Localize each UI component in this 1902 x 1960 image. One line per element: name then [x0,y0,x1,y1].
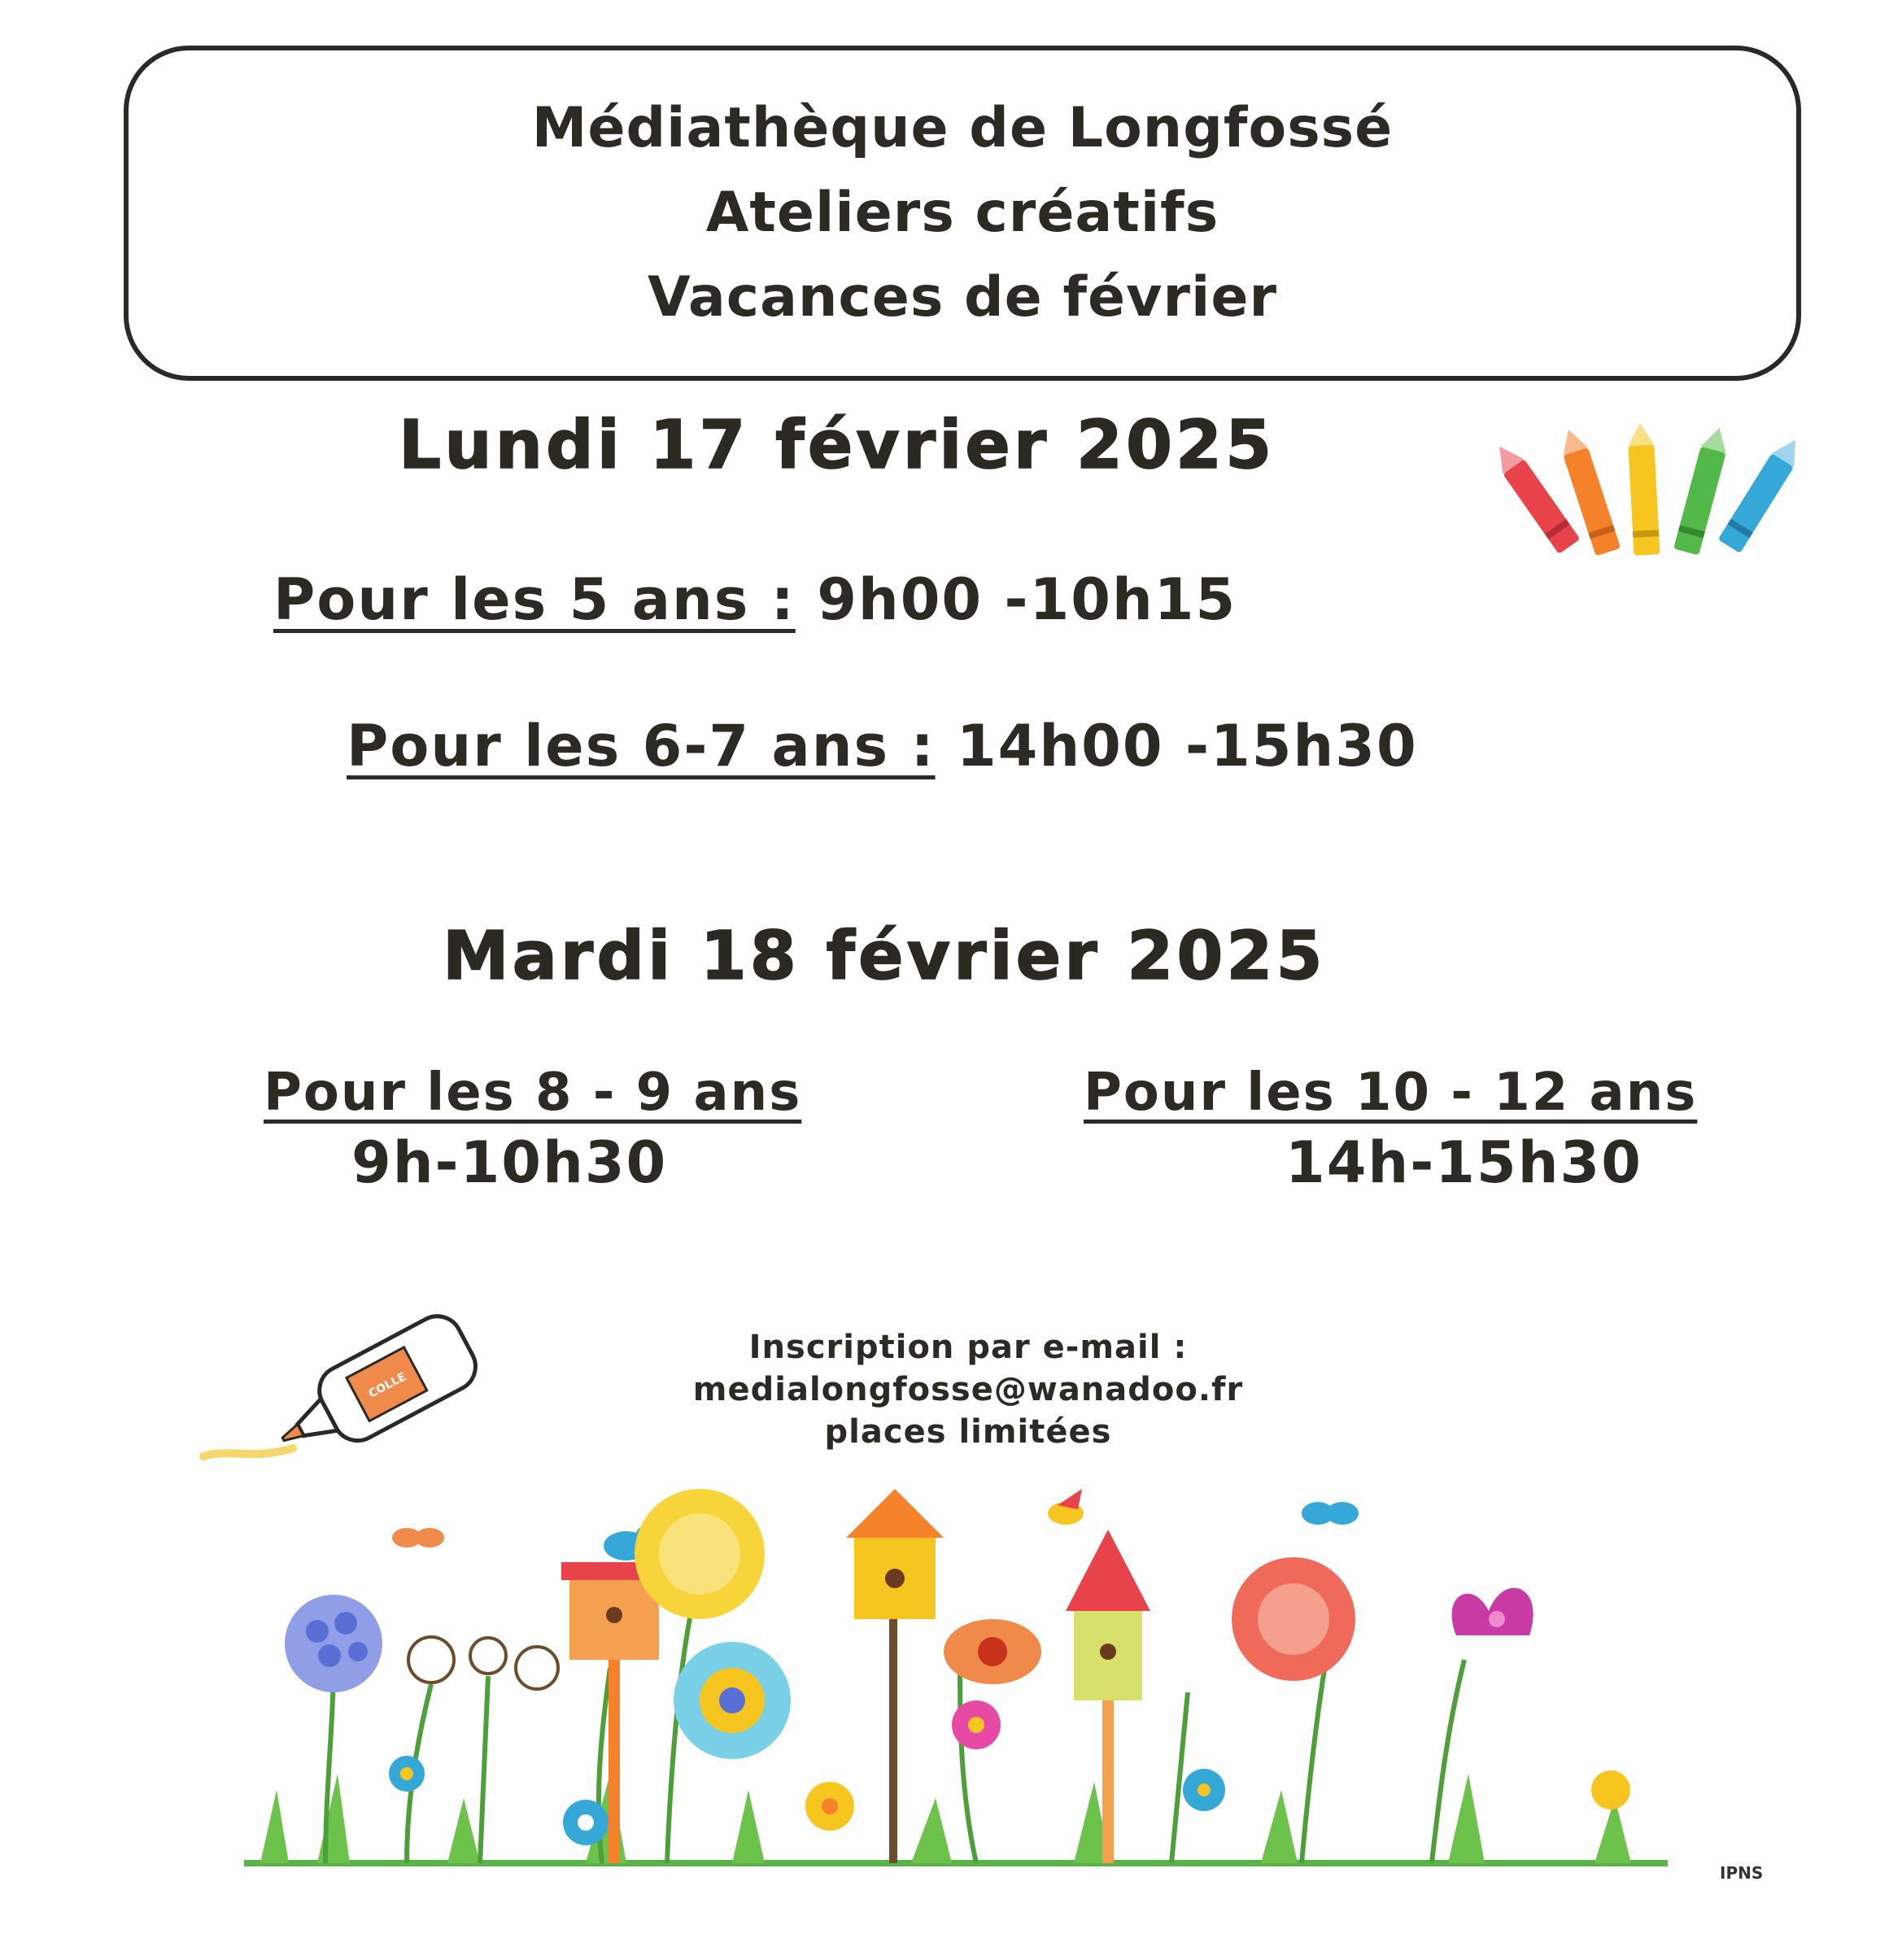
tuesday-slot1-time: 9h-10h30 [351,1129,668,1196]
header-subtitle: Ateliers créatifs [705,181,1219,245]
monday-slot2-time: 14h00 -15h30 [956,713,1418,779]
tuesday-slot2-label-wrap [1084,1063,1697,1123]
tuesday-title: Mardi 18 février 2025 [443,918,1326,995]
registration-line: Inscription par e-mail : [748,1329,1188,1366]
registration-info [635,1326,1302,1453]
tuesday-slot2-time: 14h-15h30 [1285,1129,1642,1196]
monday-slot1-time: 9h00 -10h15 [817,566,1237,633]
registration-limited: places limitées [824,1413,1112,1451]
ipns-mention: IPNS [1720,1863,1764,1883]
header-title: Médiathèque de Longfossé [531,96,1394,160]
header-period: Vacances de février [648,265,1277,330]
garden-illustration [244,1481,1668,1871]
monday-title: Lundi 17 février 2025 [399,407,1276,484]
monday-slot-5-ans [273,566,1237,633]
header-box [124,46,1801,381]
monday-slot2-label: Pour les 6-7 ans : [347,713,936,779]
monday-slot1-label: Pour les 5 ans : [273,566,796,633]
tuesday-slot2-label: Pour les 10 - 12 ans [1084,1063,1698,1123]
registration-email: medialongfosse@wanadoo.fr [692,1371,1244,1408]
glue-bottle-icon [195,1318,504,1473]
glue-label: COLLE [366,1370,408,1401]
tuesday-slot1-label: Pour les 8 - 9 ans [264,1063,802,1123]
monday-slot-6-7-ans [347,713,1418,779]
crayons-icon [1529,431,1773,578]
tuesday-slot1-label-wrap [264,1063,801,1123]
